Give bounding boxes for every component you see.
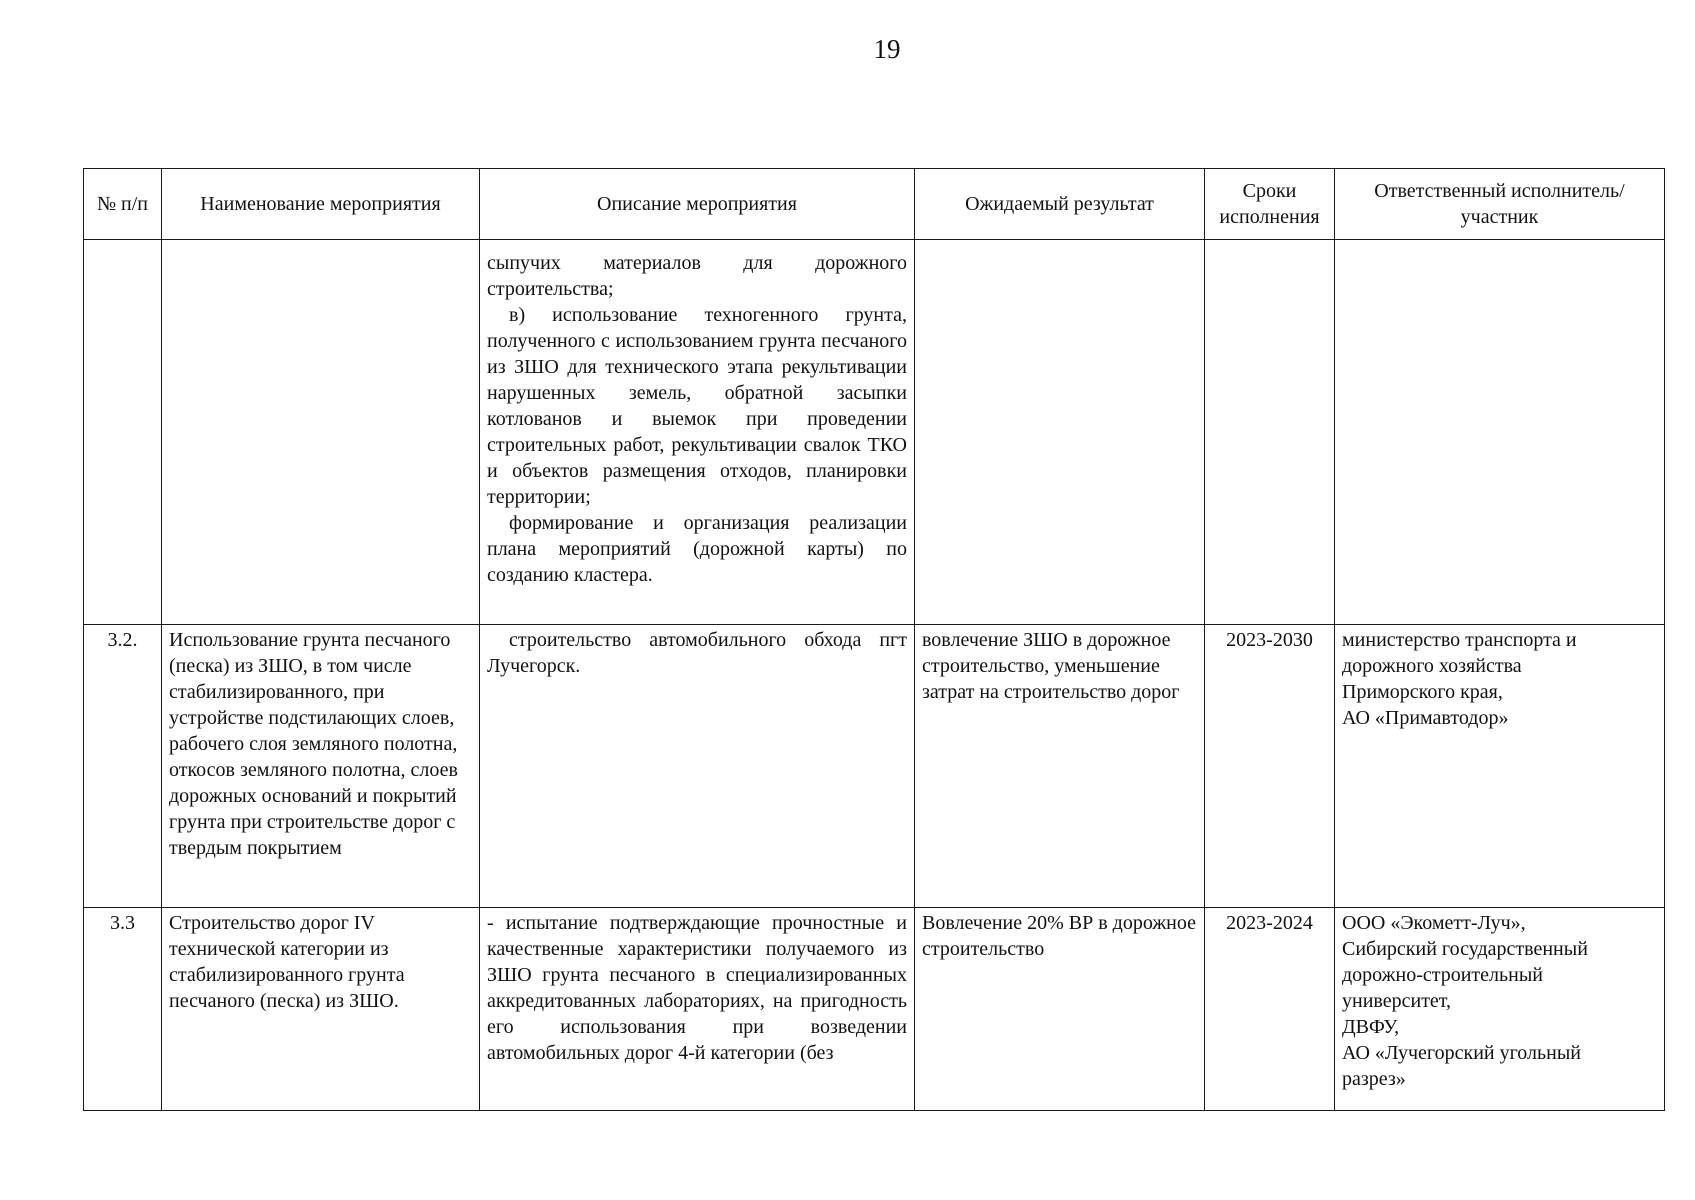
responsible-line: дорожного хозяйства [1342,655,1522,677]
cell-dates: 2023-2024 [1205,908,1335,1111]
responsible-line: ООО «Экометт-Луч», [1342,912,1526,934]
responsible-line: ДВФУ, [1342,1016,1400,1038]
description-line: сыпучих материалов для дорожного [487,252,907,274]
responsible-line: Приморского края, [1342,681,1503,703]
responsible-line: разрез» [1342,1068,1406,1090]
cell-description [480,625,915,908]
responsible-line: Сибирский государственный [1342,938,1588,960]
cell-result: Вовлечение 20% ВР в дорожное строительство [915,908,1205,1111]
responsible-line: министерство транспорта и [1342,629,1577,651]
table-row [84,908,1665,1111]
header-responsible: Ответственный исполнитель/участник [1335,169,1665,240]
responsible-line: дорожно-строительный [1342,964,1543,986]
table-row [84,625,1665,908]
cell-description [480,240,915,625]
cell-dates: 2023-2030 [1205,625,1335,908]
description-line: строительства; [487,278,614,300]
responsible-line: АО «Лучегорский угольный [1342,1042,1581,1064]
cell-num [84,240,162,625]
responsible-line: АО «Примавтодор» [1342,707,1509,729]
header-name: Наименование мероприятия [162,169,480,240]
description-paragraph: строительство автомобильного обхода пгт Лучегорск. [487,629,907,677]
cell-num: 3.3 [84,908,162,1111]
header-num: № п/п [84,169,162,240]
cell-result: вовлечение ЗШО в дорожное строительство, уменьшение затрат на строительство дорог [915,625,1205,908]
cell-dates [1205,240,1335,625]
activities-table [83,168,1665,1111]
cell-responsible [1335,908,1665,1111]
header-dates: Сроки исполнения [1205,169,1335,240]
table-header-row [84,169,1665,240]
cell-num: 3.2. [84,625,162,908]
cell-responsible [1335,625,1665,908]
description-paragraph: - испытание подтверждающие прочностные и качественные характеристики получаемого из ЗШО грунта песчаного в специализированных аккредитованных лабораториях, на пригодность его использования при возведении автомобильных дорог 4-й категории (без [487,912,907,1064]
header-description: Описание мероприятия [480,169,915,240]
cell-description [480,908,915,1111]
page-number: 19 [873,34,901,64]
header-result: Ожидаемый результат [915,169,1205,240]
responsible-line: университет, [1342,990,1452,1012]
cell-result [915,240,1205,625]
cell-name: Строительство дорог IV технической категории из стабилизированного грунта песчаного (песка) из ЗШО. [162,908,480,1111]
table-row [84,240,1665,625]
cell-responsible [1335,240,1665,625]
cell-name: Использование грунта песчаного (песка) из ЗШО, в том числе стабилизированного, при устройстве подстилающих слоев, рабочего слоя земляного полотна, откосов земляного полотна, слоев дорожных оснований и покрытий грунта при строительстве дорог с твердым покрытием [162,625,480,908]
description-paragraph: формирование и организация реализации плана мероприятий (дорожной карты) по созданию кластера. [487,512,907,586]
description-paragraph: в) использование техногенного грунта, полученного с использованием грунта песчаного из ЗШО для технического этапа рекультивации нарушенных земель, обратной засыпки котлованов и выемок при проведении строительных работ, рекультивации свалок ТКО и объектов размещения отходов, планировки территории; [487,304,907,508]
cell-name [162,240,480,625]
